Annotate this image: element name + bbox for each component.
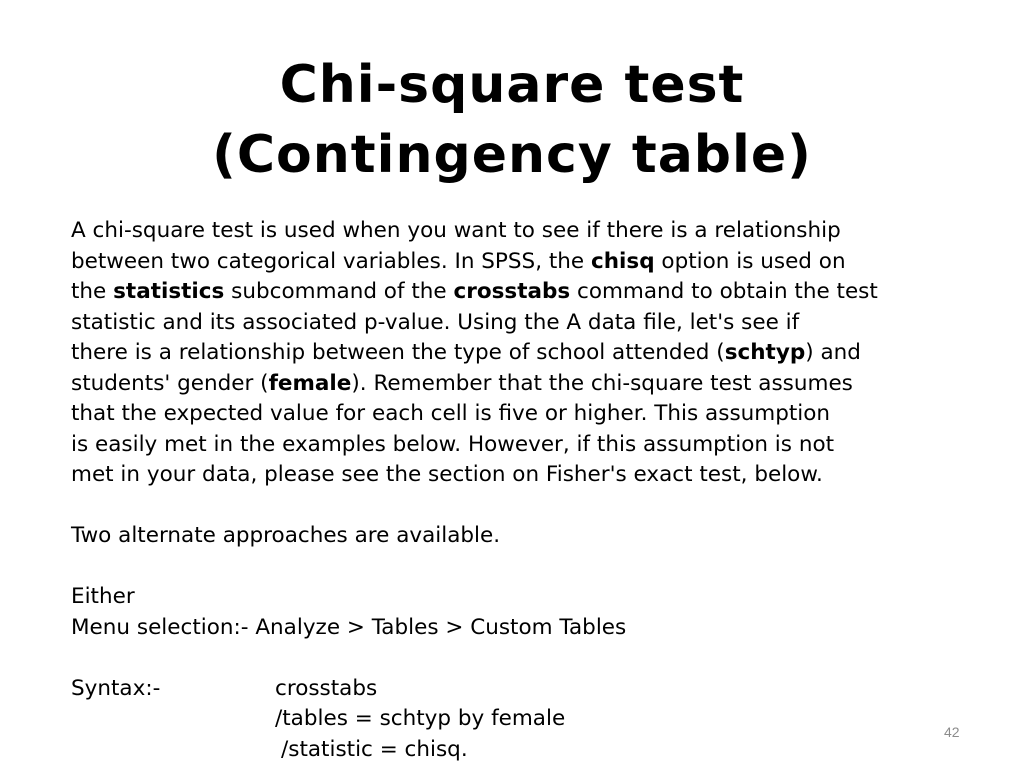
either-text: Either xyxy=(71,584,135,609)
slide-title-line-1: Chi-square test xyxy=(279,55,745,115)
paragraph-line xyxy=(71,338,971,369)
paragraph-line xyxy=(71,369,971,400)
approaches-text: Two alternate approaches are available. xyxy=(71,523,501,548)
keyword-female: female xyxy=(268,370,352,396)
syntax-line: /statistic = chisq. xyxy=(281,736,468,762)
syntax-code xyxy=(275,674,565,766)
text-span: A chi-square test is used when you want to see if there is a relationship xyxy=(71,218,841,243)
paragraph-line xyxy=(71,216,971,247)
keyword-statistics: statistics xyxy=(113,279,225,304)
syntax-label: Syntax:- xyxy=(71,675,161,701)
text-span: students' gender ( xyxy=(71,370,269,396)
text-span: statistic and its associated p-value. Using the A data file, let's see if xyxy=(71,309,800,335)
syntax-line: /tables = schtyp by female xyxy=(275,706,566,731)
paragraph-line xyxy=(71,460,971,491)
text-span: met in your data, please see the section on Fisher's exact test, below. xyxy=(71,462,823,487)
paragraph-line xyxy=(71,308,971,339)
paragraph-line xyxy=(71,247,971,278)
text-span: ) and xyxy=(805,340,861,365)
text-span: subcommand of the xyxy=(224,279,454,304)
text-span: option is used on xyxy=(654,248,846,274)
text-span: that the expected value for each cell is five or higher. This assumption xyxy=(71,401,831,426)
slide-title xyxy=(0,50,1024,190)
paragraph-line xyxy=(71,277,971,308)
text-span: command to obtain the test xyxy=(570,279,878,304)
text-span: ). Remember that the chi-square test assumes xyxy=(351,370,853,396)
paragraph-line xyxy=(71,430,971,461)
blank-line xyxy=(71,643,971,674)
text-span: the xyxy=(71,279,114,304)
text-span: is easily met in the examples below. However, if this assumption is not xyxy=(71,431,835,457)
syntax-block xyxy=(71,674,971,766)
slide-body xyxy=(71,216,971,765)
page-number: 42 xyxy=(944,724,960,740)
text-span: there is a relationship between the type of school attended ( xyxy=(71,340,725,365)
slide-title-line-2: (Contingency table) xyxy=(212,125,812,185)
menu-selection-text: Menu selection:- Analyze > Tables > Custom Tables xyxy=(71,614,627,640)
keyword-schtyp: schtyp xyxy=(724,340,806,365)
keyword-crosstabs: crosstabs xyxy=(453,279,571,304)
syntax-line: crosstabs xyxy=(275,675,378,701)
keyword-chisq: chisq xyxy=(590,248,655,274)
blank-line xyxy=(71,552,971,583)
blank-line xyxy=(71,491,971,522)
text-span: between two categorical variables. In SPSS, the xyxy=(71,248,591,274)
paragraph-line xyxy=(71,399,971,430)
